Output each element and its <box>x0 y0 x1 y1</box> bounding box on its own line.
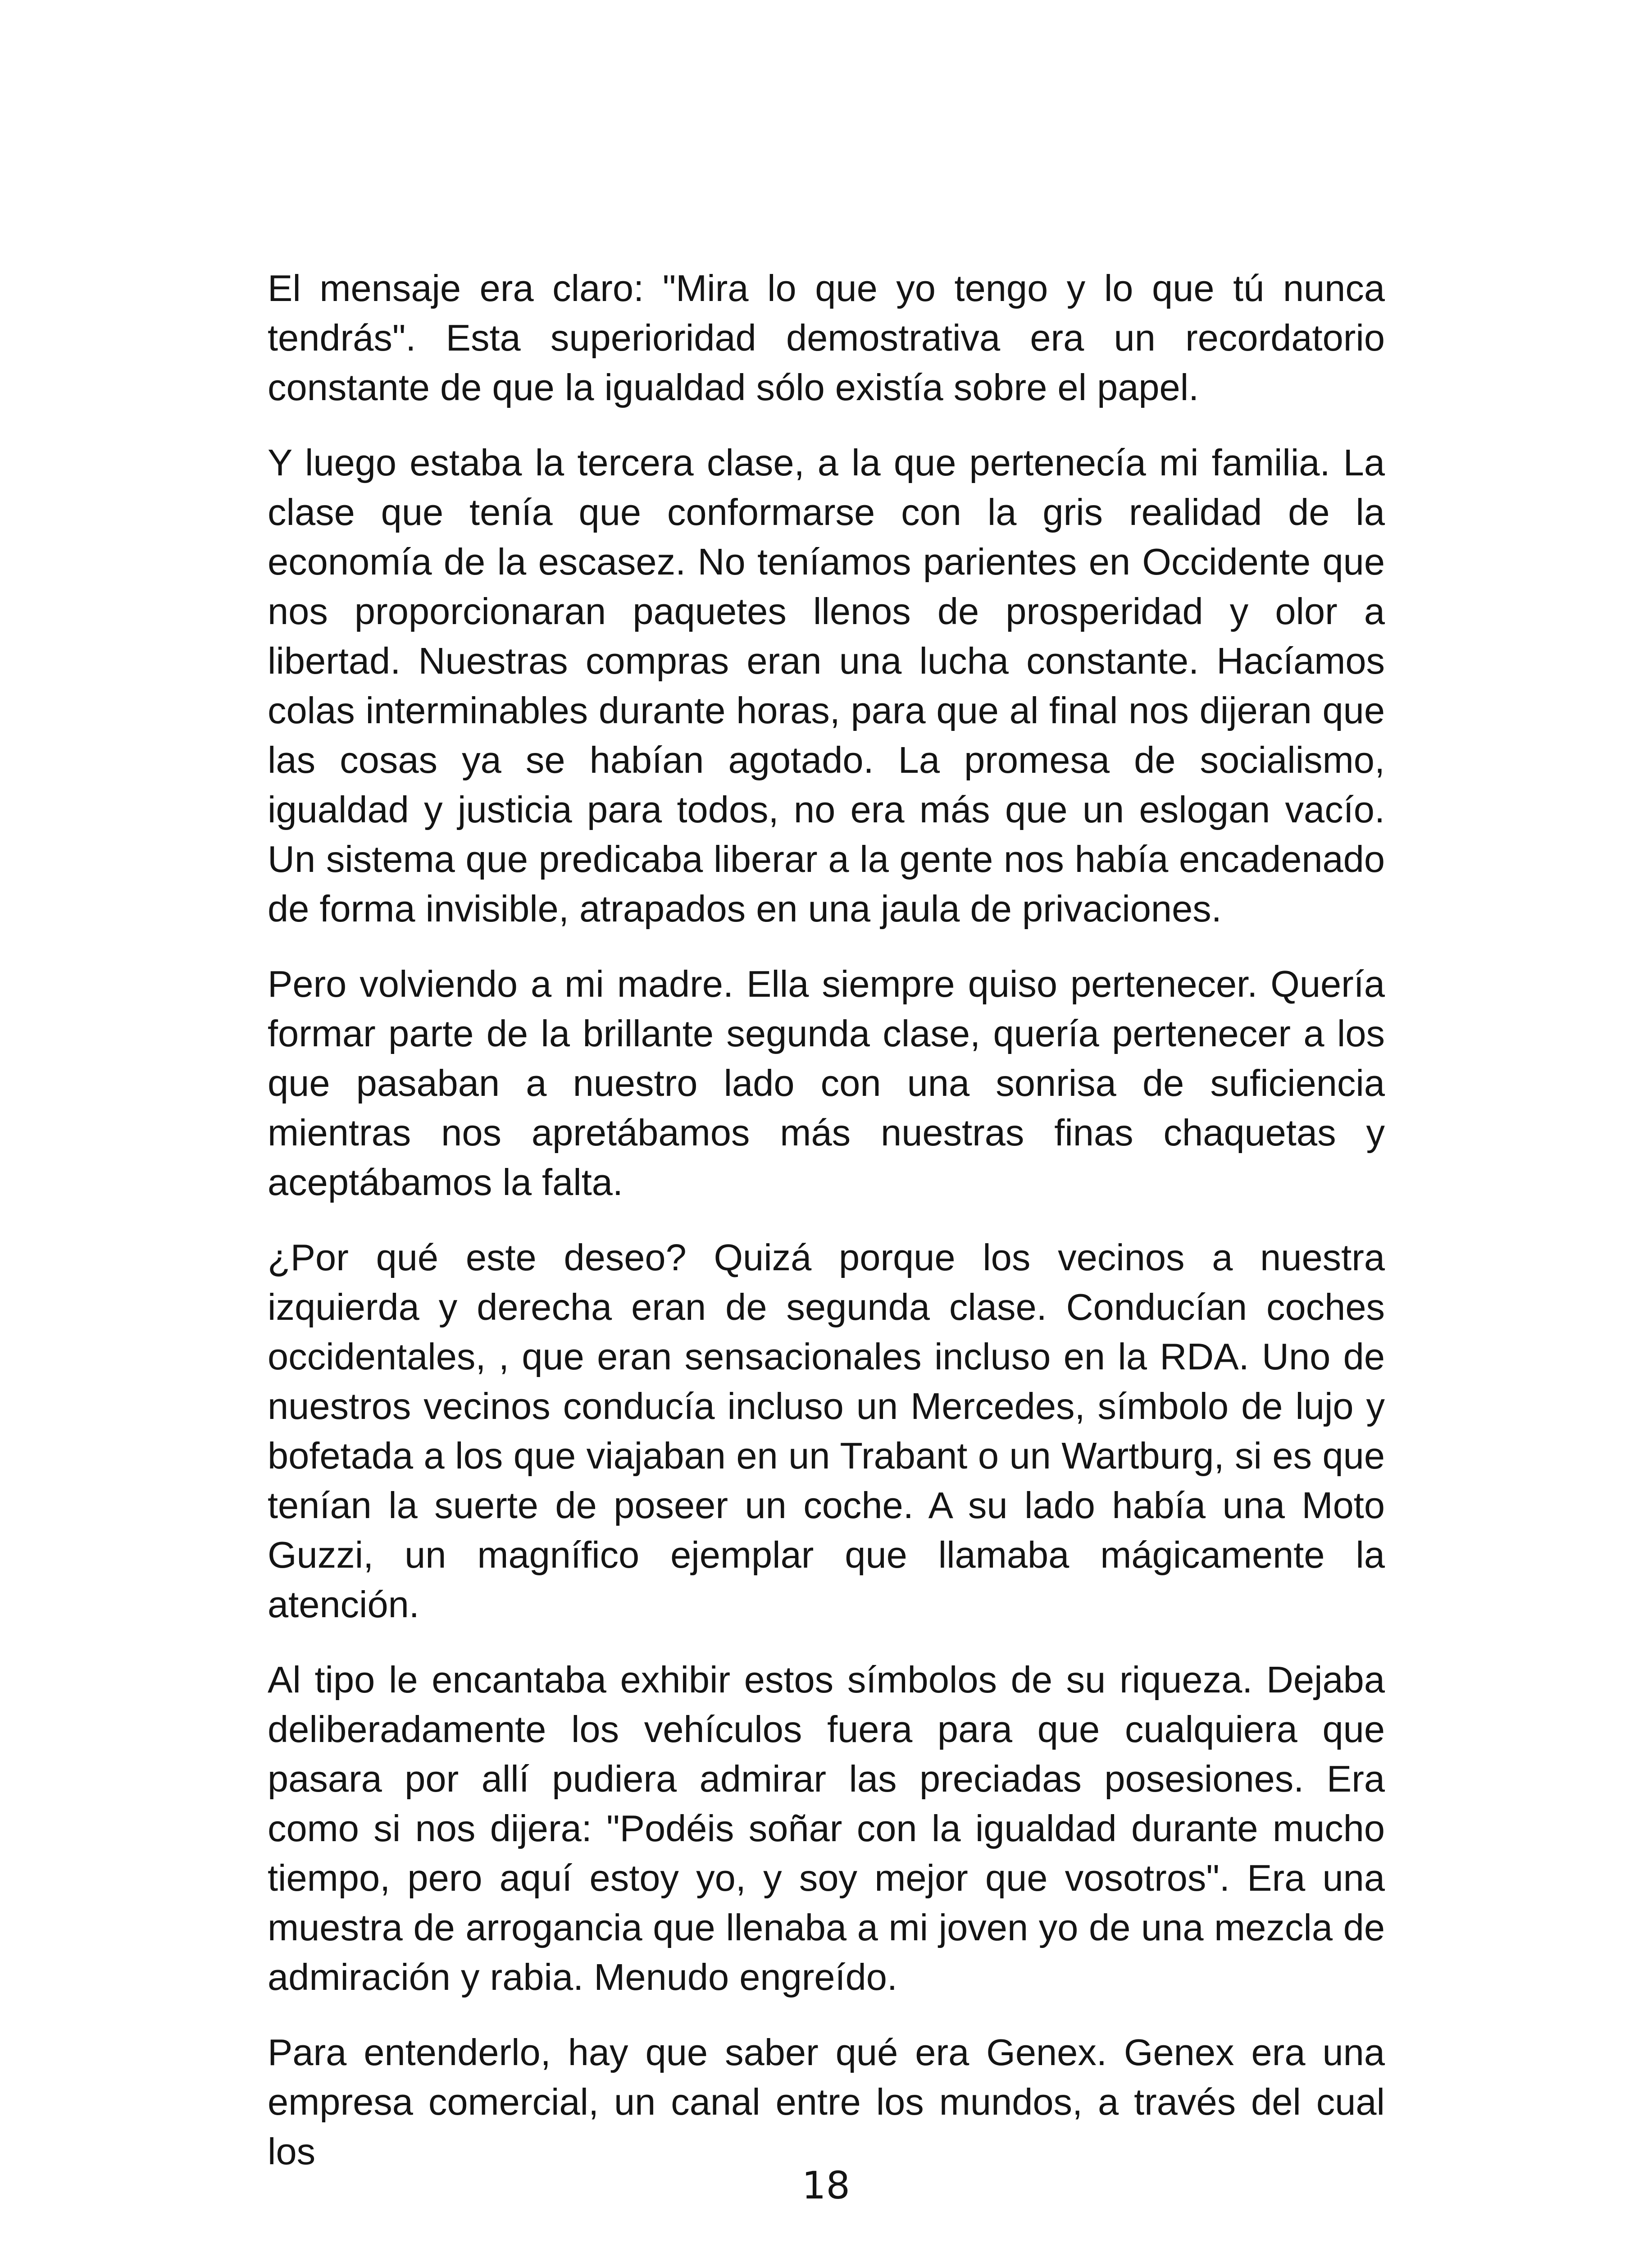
paragraph: Para entenderlo, hay que saber qué era Genex. Genex era una empresa comercial, un canal entre los mundos, a través del cual los <box>268 2031 1385 2172</box>
paragraph: El mensaje era claro: "Mira lo que yo tengo y lo que tú nunca tendrás". Esta superioridad demostrativa era un recordatorio constante de que la igualdad sólo existía sobre el papel. <box>268 267 1385 408</box>
paragraph: Y luego estaba la tercera clase, a la que pertenecía mi familia. La clase que tenía que conformarse con la gris realidad de la economía de la escasez. No teníamos parientes en Occidente que nos proporcionaran paquetes llenos de prosperidad y olor a libertad. Nuestras compras eran una lucha constante. Hacíamos colas interminables durante horas, para que al final nos dijeran que las cosas ya se habían agotado. La promesa de socialismo, igualdad y justicia para todos, no era más que un eslogan vacío. Un sistema que predicaba liberar a la gente nos había encadenado de forma invisible, atrapados en una jaula de privaciones. <box>268 442 1385 930</box>
body-text <box>268 264 1385 2202</box>
paragraph: Pero volviendo a mi madre. Ella siempre quiso pertenecer. Quería formar parte de la brillante segunda clase, quería pertenecer a los que pasaban a nuestro lado con una sonrisa de suficiencia mientras nos apretábamos más nuestras finas chaquetas y aceptábamos la falta. <box>268 963 1385 1203</box>
paragraph: Al tipo le encantaba exhibir estos símbolos de su riqueza. Dejaba deliberadamente los vehículos fuera para que cualquiera que pasara por allí pudiera admirar las preciadas posesiones. Era como si nos dijera: "Podéis soñar con la igualdad durante mucho tiempo, pero aquí estoy yo, y soy mejor que vosotros". Era una muestra de arrogancia que llenaba a mi joven yo de una mezcla de admiración y rabia. Menudo engreído. <box>268 1659 1385 1998</box>
page-number: 18 <box>802 2163 850 2207</box>
paragraph: ¿Por qué este deseo? Quizá porque los vecinos a nuestra izquierda y derecha eran de segunda clase. Conducían coches occidentales, , que eran sensacionales incluso en la RDA. Uno de nuestros vecinos conducía incluso un Mercedes, símbolo de lujo y bofetada a los que viajaban en un Trabant o un Wartburg, si es que tenían la suerte de poseer un coche. A su lado había una Moto Guzzi, un magnífico ejemplar que llamaba mágicamente la atención. <box>268 1236 1385 1625</box>
